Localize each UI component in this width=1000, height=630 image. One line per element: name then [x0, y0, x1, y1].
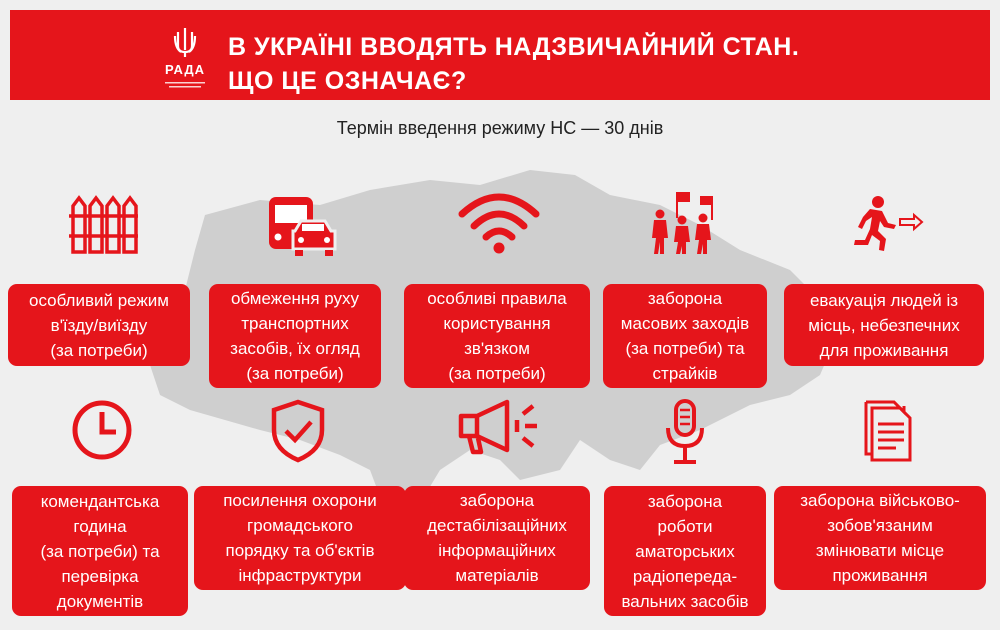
item-evacuation: евакуація людей із місць, небезпечних для проживання: [784, 284, 984, 366]
megaphone-icon: [455, 398, 541, 458]
header-banner: [10, 10, 990, 100]
running-person-icon: [848, 195, 924, 253]
item-mass-events-ban: заборона масових заходів (за потреби) та страйків: [603, 284, 767, 388]
logo-text: РАДА: [164, 62, 206, 77]
wifi-icon: [456, 190, 542, 254]
fence-icon: [68, 192, 138, 256]
protest-icon: [648, 190, 718, 256]
item-transport-restrictions: обмеження руху транспортних засобів, їх огляд (за потреби): [209, 284, 381, 388]
logo-fineprint: [165, 81, 205, 89]
item-info-materials-ban: заборона дестабілізаційних інформаційних матеріалів: [404, 486, 590, 590]
trident-icon: [173, 26, 197, 58]
page-title: В УКРАЇНІ ВВОДЯТЬ НАДЗВИЧАЙНИЙ СТАН. ЩО ЦЕ ОЗНАЧАЄ?: [228, 33, 800, 95]
shield-check-icon: [268, 398, 328, 464]
microphone-icon: [662, 398, 708, 466]
item-entry-exit-regime: особливий режим в'їзду/виїзду (за потреби): [8, 284, 190, 366]
clock-icon: [70, 398, 134, 462]
bus-car-icon: [265, 195, 337, 257]
item-security-reinforcement: посилення охорони громадського порядку та об'єктів інфраструктури: [194, 486, 406, 590]
rada-logo: [160, 26, 210, 96]
item-residence-change-ban: заборона військово- зобов'язаним змінювати місце проживання: [774, 486, 986, 590]
item-curfew: комендантська година (за потреби) та перевірка документів: [12, 486, 188, 616]
item-communication-rules: особливі правила користування зв'язком (за потреби): [404, 284, 590, 388]
item-radio-ban: заборона роботи аматорських радіопереда- вальних засобів: [604, 486, 766, 616]
document-icon: [862, 400, 914, 464]
subtitle: Термін введення режиму НС — 30 днів: [336, 118, 664, 138]
